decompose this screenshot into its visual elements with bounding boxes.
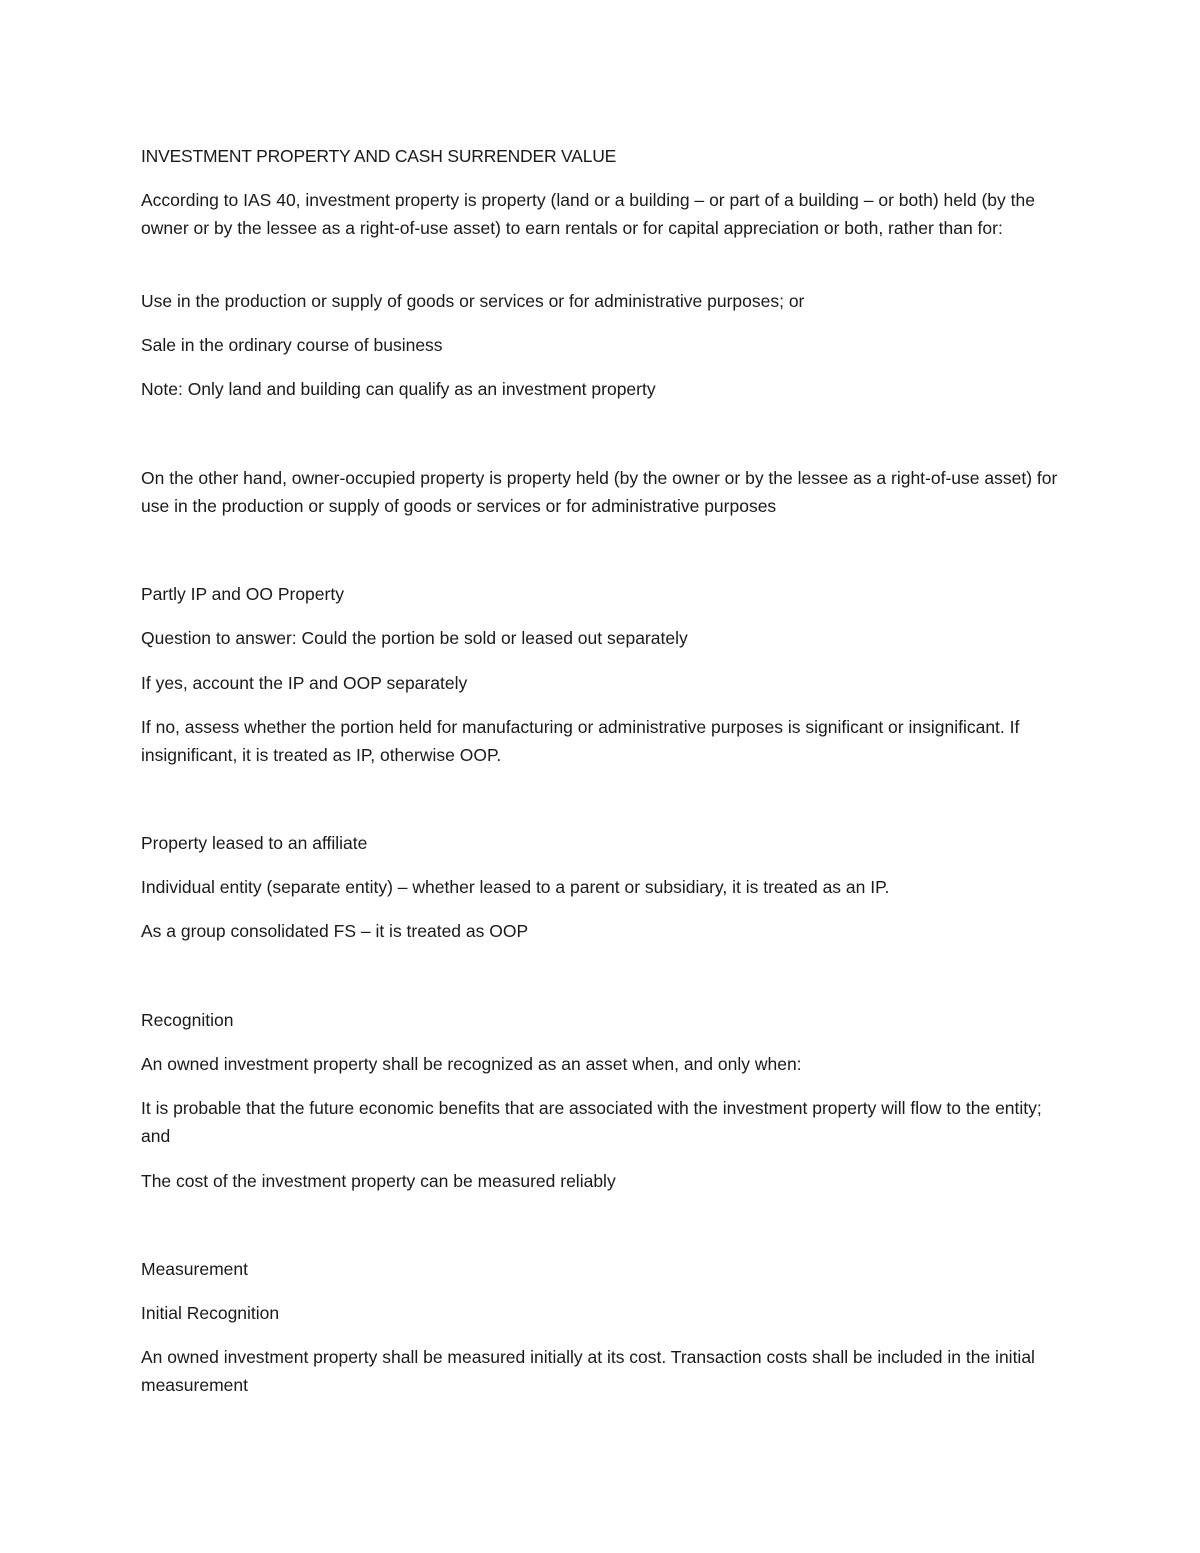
definition-item-2: Sale in the ordinary course of business xyxy=(141,335,443,355)
recognition-intro: An owned investment property shall be recognized as an asset when, and only when: xyxy=(141,1054,802,1074)
recognition-heading: Recognition xyxy=(141,1010,234,1030)
affiliate-heading: Property leased to an affiliate xyxy=(141,833,368,853)
initial-recognition-paragraph: An owned investment property shall be measured initially at its cost. Transaction costs shall be included in the initial measurement xyxy=(141,1347,1035,1395)
measurement-heading: Measurement xyxy=(141,1259,248,1279)
initial-recognition-heading: Initial Recognition xyxy=(141,1303,280,1323)
document-title: INVESTMENT PROPERTY AND CASH SURRENDER VALUE xyxy=(141,146,617,166)
definition-paragraph: According to IAS 40, investment property is property (land or a building – or part of a building – or both) held (by the owner or by the lessee as a right-of-use asset) to earn rentals or for capital appreciation or both, rather than for: xyxy=(141,190,1035,238)
recognition-item-1: It is probable that the future economic benefits that are associated with the investment property will flow to the entity; and xyxy=(141,1098,1042,1146)
owner-occupied-paragraph: On the other hand, owner-occupied property is property held (by the owner or by the lessee as a right-of-use asset) for use in the production or supply of goods or services or for administrative purposes xyxy=(141,468,1058,516)
definition-item-1: Use in the production or supply of goods or services or for administrative purposes; or xyxy=(141,291,805,311)
recognition-item-2: The cost of the investment property can be measured reliably xyxy=(141,1171,616,1191)
partly-ip-yes: If yes, account the IP and OOP separately xyxy=(141,673,468,693)
note-paragraph: Note: Only land and building can qualify as an investment property xyxy=(141,379,656,399)
affiliate-individual: Individual entity (separate entity) – whether leased to a parent or subsidiary, it is treated as an IP. xyxy=(141,877,890,897)
affiliate-group: As a group consolidated FS – it is treated as OOP xyxy=(141,921,529,941)
partly-ip-heading: Partly IP and OO Property xyxy=(141,584,344,604)
partly-ip-question: Question to answer: Could the portion be sold or leased out separately xyxy=(141,628,688,648)
partly-ip-no: If no, assess whether the portion held for manufacturing or administrative purposes is significant or insignificant. If insignificant, it is treated as IP, otherwise OOP. xyxy=(141,717,1020,765)
